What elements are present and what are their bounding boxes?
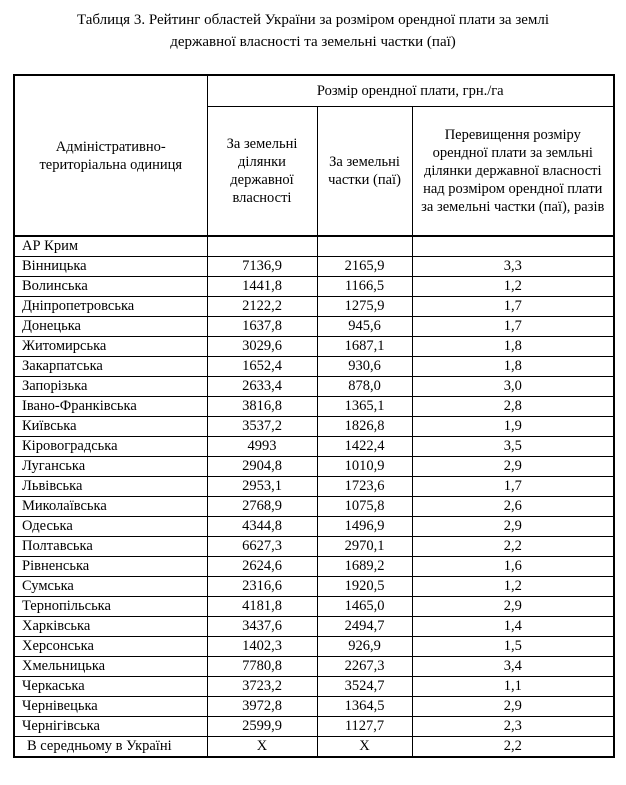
table-row <box>14 657 614 677</box>
region-cell: Сумська <box>14 577 207 597</box>
table-row <box>14 377 614 397</box>
ratio-value-cell: 1,5 <box>412 637 614 657</box>
region-cell: Київська <box>14 417 207 437</box>
column-header-excess-ratio: Перевищення розміру орендної плати за земльні ділянки державної власності над розміром орендної плати за земельні частки (паї), разів <box>412 107 614 237</box>
state-land-value-cell: 3537,2 <box>207 417 317 437</box>
state-land-value-cell <box>207 236 317 257</box>
land-shares-value-cell: 1422,4 <box>317 437 412 457</box>
table-row <box>14 477 614 497</box>
table-row <box>14 637 614 657</box>
land-shares-value-cell: 1826,8 <box>317 417 412 437</box>
state-land-value-cell: 2316,6 <box>207 577 317 597</box>
table-row <box>14 337 614 357</box>
table-caption-line-1: Таблиця 3. Рейтинг областей України за розміром орендної плати за землі <box>76 12 550 28</box>
land-shares-value-cell: 1275,9 <box>317 297 412 317</box>
ratio-value-cell: 2,2 <box>412 537 614 557</box>
region-cell: АР Крим <box>14 236 207 257</box>
region-cell: Львівська <box>14 477 207 497</box>
state-land-value-cell: 2599,9 <box>207 717 317 737</box>
table-row <box>14 577 614 597</box>
ratio-value-cell: 1,6 <box>412 557 614 577</box>
land-shares-value-cell: 2165,9 <box>317 257 412 277</box>
column-group-header-rent: Розмір орендної плати, грн./га <box>207 75 614 107</box>
region-cell: Рівненська <box>14 557 207 577</box>
ratio-value-cell: 1,1 <box>412 677 614 697</box>
header-group-row <box>14 75 614 107</box>
state-land-value-cell: 2768,9 <box>207 497 317 517</box>
ratio-value-cell: 2,9 <box>412 517 614 537</box>
land-shares-value-cell: 1723,6 <box>317 477 412 497</box>
table-header <box>14 75 614 236</box>
ratio-value-cell: 1,8 <box>412 357 614 377</box>
region-cell: Херсонська <box>14 637 207 657</box>
land-shares-value-cell: 1465,0 <box>317 597 412 617</box>
ratio-value-cell: 1,7 <box>412 317 614 337</box>
state-land-value-cell: 1637,8 <box>207 317 317 337</box>
table-row <box>14 277 614 297</box>
land-shares-value-cell: 1127,7 <box>317 717 412 737</box>
state-land-value-cell: 4993 <box>207 437 317 457</box>
ratio-value-cell: 2,3 <box>412 717 614 737</box>
state-land-value-cell: 6627,3 <box>207 537 317 557</box>
state-land-value-cell: 2953,1 <box>207 477 317 497</box>
state-land-value-cell: 3029,6 <box>207 337 317 357</box>
ratio-value-cell: 2,9 <box>412 597 614 617</box>
ratio-value-cell: 1,2 <box>412 577 614 597</box>
ratio-value-cell: 3,5 <box>412 437 614 457</box>
region-cell: Полтавська <box>14 537 207 557</box>
state-land-value-cell: 3723,2 <box>207 677 317 697</box>
state-land-value-cell: 2904,8 <box>207 457 317 477</box>
state-land-value-cell: 4181,8 <box>207 597 317 617</box>
land-shares-value-cell: 3524,7 <box>317 677 412 697</box>
land-shares-value-cell: 1920,5 <box>317 577 412 597</box>
ratio-value-cell: 2,2 <box>412 737 614 758</box>
ratio-value-cell: 3,0 <box>412 377 614 397</box>
state-land-value-cell: 7136,9 <box>207 257 317 277</box>
land-shares-value-cell: 930,6 <box>317 357 412 377</box>
region-cell: Харківська <box>14 617 207 637</box>
land-shares-value-cell: 1166,5 <box>317 277 412 297</box>
table-row <box>14 497 614 517</box>
column-header-land-shares: За земельні частки (паї) <box>317 107 412 237</box>
state-land-value-cell: 3816,8 <box>207 397 317 417</box>
table-row <box>14 677 614 697</box>
ratio-value-cell <box>412 236 614 257</box>
state-land-value-cell: 3972,8 <box>207 697 317 717</box>
region-cell: Дніпропетровська <box>14 297 207 317</box>
region-cell: Житомирська <box>14 337 207 357</box>
region-cell: Черкаська <box>14 677 207 697</box>
table-row <box>14 297 614 317</box>
table-row <box>14 257 614 277</box>
column-header-state-land: За земельні ділянки державної власності <box>207 107 317 237</box>
table-row <box>14 617 614 637</box>
region-cell: Чернігівська <box>14 717 207 737</box>
rating-table <box>13 74 615 758</box>
state-land-value-cell: Х <box>207 737 317 758</box>
ratio-value-cell: 2,9 <box>412 697 614 717</box>
land-shares-value-cell <box>317 236 412 257</box>
land-shares-value-cell: 1364,5 <box>317 697 412 717</box>
average-row <box>14 737 614 758</box>
table-row <box>14 517 614 537</box>
land-shares-value-cell: 1687,1 <box>317 337 412 357</box>
land-shares-value-cell: 2970,1 <box>317 537 412 557</box>
region-cell: Волинська <box>14 277 207 297</box>
ratio-value-cell: 2,9 <box>412 457 614 477</box>
table-row <box>14 236 614 257</box>
land-shares-value-cell: 1689,2 <box>317 557 412 577</box>
ratio-value-cell: 1,7 <box>412 477 614 497</box>
state-land-value-cell: 2122,2 <box>207 297 317 317</box>
region-cell: Луганська <box>14 457 207 477</box>
region-cell: Хмельницька <box>14 657 207 677</box>
table-row <box>14 697 614 717</box>
land-shares-value-cell: Х <box>317 737 412 758</box>
table-caption-line-2: державної власності та земельні частки (паї) <box>170 34 456 50</box>
region-cell: Миколаївська <box>14 497 207 517</box>
ratio-value-cell: 1,9 <box>412 417 614 437</box>
state-land-value-cell: 1652,4 <box>207 357 317 377</box>
state-land-value-cell: 2624,6 <box>207 557 317 577</box>
table-row <box>14 397 614 417</box>
region-cell: В середньому в Україні <box>14 737 207 758</box>
land-shares-value-cell: 2267,3 <box>317 657 412 677</box>
ratio-value-cell: 3,4 <box>412 657 614 677</box>
state-land-value-cell: 3437,6 <box>207 617 317 637</box>
table-row <box>14 717 614 737</box>
land-shares-value-cell: 1496,9 <box>317 517 412 537</box>
ratio-value-cell: 1,4 <box>412 617 614 637</box>
table-row <box>14 537 614 557</box>
region-cell: Донецька <box>14 317 207 337</box>
table-caption <box>30 9 596 53</box>
table-body <box>14 236 614 757</box>
land-shares-value-cell: 1365,1 <box>317 397 412 417</box>
state-land-value-cell: 7780,8 <box>207 657 317 677</box>
ratio-value-cell: 3,3 <box>412 257 614 277</box>
table-row <box>14 317 614 337</box>
region-cell: Івано-Франківська <box>14 397 207 417</box>
land-shares-value-cell: 1075,8 <box>317 497 412 517</box>
table-row <box>14 357 614 377</box>
land-shares-value-cell: 878,0 <box>317 377 412 397</box>
table-row <box>14 597 614 617</box>
table-row <box>14 457 614 477</box>
ratio-value-cell: 2,8 <box>412 397 614 417</box>
table-row <box>14 557 614 577</box>
land-shares-value-cell: 2494,7 <box>317 617 412 637</box>
state-land-value-cell: 4344,8 <box>207 517 317 537</box>
land-shares-value-cell: 1010,9 <box>317 457 412 477</box>
state-land-value-cell: 1402,3 <box>207 637 317 657</box>
region-cell: Вінницька <box>14 257 207 277</box>
region-cell: Тернопільська <box>14 597 207 617</box>
region-cell: Чернівецька <box>14 697 207 717</box>
land-shares-value-cell: 926,9 <box>317 637 412 657</box>
column-header-region: Адміністративно-територіальна одиниця <box>14 75 207 236</box>
ratio-value-cell: 1,8 <box>412 337 614 357</box>
ratio-value-cell: 1,7 <box>412 297 614 317</box>
ratio-value-cell: 2,6 <box>412 497 614 517</box>
table-row <box>14 437 614 457</box>
region-cell: Запорізька <box>14 377 207 397</box>
state-land-value-cell: 2633,4 <box>207 377 317 397</box>
state-land-value-cell: 1441,8 <box>207 277 317 297</box>
ratio-value-cell: 1,2 <box>412 277 614 297</box>
land-shares-value-cell: 945,6 <box>317 317 412 337</box>
region-cell: Закарпатська <box>14 357 207 377</box>
region-cell: Кіровоградська <box>14 437 207 457</box>
region-cell: Одеська <box>14 517 207 537</box>
table-row <box>14 417 614 437</box>
